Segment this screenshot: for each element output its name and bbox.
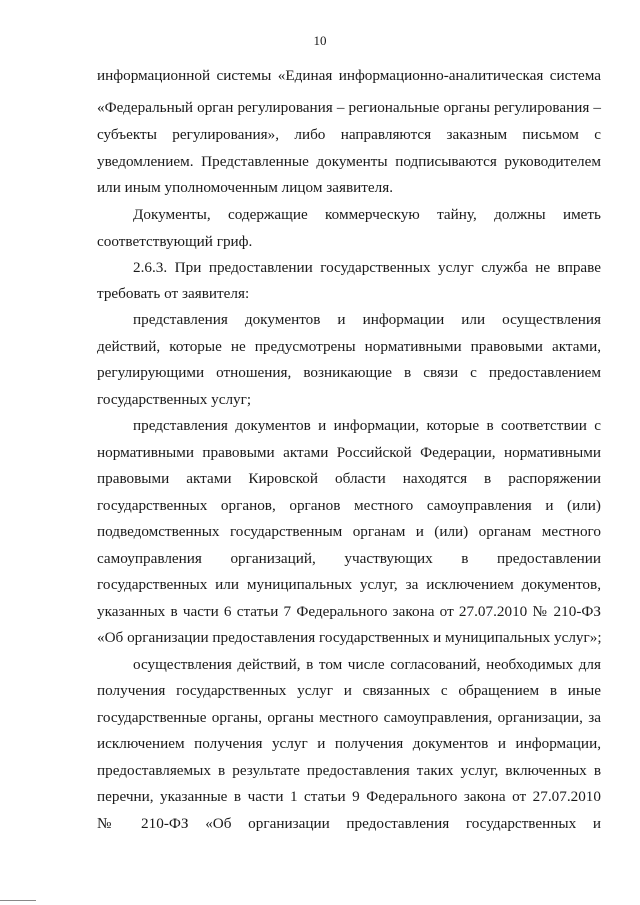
text-line: представления документов и информации или осуществления	[133, 311, 601, 328]
text-line: информационной системы «Единая информационно-аналитическая система	[97, 67, 601, 84]
text-line: уведомлением. Представленные документы подписываются руководителем	[97, 153, 601, 170]
text-line: соответствующий гриф.	[97, 233, 253, 250]
text-line: правовыми актами Кировской области находятся в распоряжении	[97, 470, 601, 487]
text-line: или иным уполномоченным лицом заявителя.	[97, 179, 393, 196]
text-line: нормативными правовыми актами Российской Федерации, нормативными	[97, 444, 601, 461]
text-line: самоуправления организаций, участвующих в предоставлении	[97, 550, 601, 567]
text-line: подведомственных государственным органам и (или) органам местного	[97, 523, 601, 540]
text-line: «Об организации предоставления государственных и муниципальных услуг»;	[97, 629, 602, 646]
text-line: 2.6.3. При предоставлении государственных услуг служба не вправе	[133, 259, 601, 276]
text-line: Документы, содержащие коммерческую тайну, должны иметь	[133, 206, 601, 223]
text-line: № 210-ФЗ «Об организации предоставления государственных и	[97, 815, 601, 832]
text-line: получения государственных услуг и связанных с обращением в иные	[97, 682, 601, 699]
text-line: субъекты регулирования», либо направляются заказным письмом с	[97, 126, 601, 143]
text-line: указанных в части 6 статьи 7 Федерального закона от 27.07.2010 № 210-ФЗ	[97, 603, 601, 620]
page-number: 10	[313, 33, 327, 48]
text-line: государственных услуг;	[97, 391, 252, 408]
text-line: регулирующими отношения, возникающие в связи с предоставлением	[97, 364, 601, 381]
scan-edge-mark	[0, 900, 36, 901]
text-line: государственные органы, органы местного самоуправления, организации, за	[97, 709, 601, 726]
text-line: представления документов и информации, которые в соответствии с	[133, 417, 601, 434]
text-line: действий, которые не предусмотрены нормативными правовыми актами,	[97, 338, 601, 355]
text-line: «Федеральный орган регулирования – региональные органы регулирования –	[97, 99, 601, 116]
text-line: предоставляемых в результате предоставления таких услуг, включенных в	[97, 762, 601, 779]
text-line: государственных или муниципальных услуг, за исключением документов,	[97, 576, 601, 593]
text-line: осуществления действий, в том числе согласований, необходимых для	[133, 656, 601, 673]
text-line: исключением получения услуг и получения документов и информации,	[97, 735, 601, 752]
text-line: требовать от заявителя:	[97, 285, 250, 302]
text-line: государственных органов, органов местного самоуправления и (или)	[97, 497, 601, 514]
text-line: перечни, указанные в части 1 статьи 9 Федерального закона от 27.07.2010	[97, 788, 601, 805]
